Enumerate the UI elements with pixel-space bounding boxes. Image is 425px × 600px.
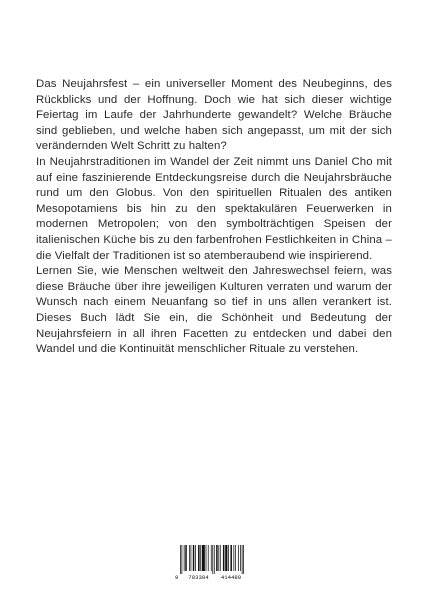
blurb-paragraph-2: In Neujahrstraditionen im Wandel der Zeit nimmt uns Daniel Cho mit auf eine faszinierende Entdeckungsreise durch die Neujahrsbräuche rund um den Globus. Von den spirituellen Ritualen des antiken Mesopotamiens bis hin zu den spektakulären Feuerwerken in modernen Metropolen; von den symbolträchtigen Speisen der italienischen Küche bis zu den farbenfrohen Festlichkeiten in China – die Vielfalt der Traditionen ist so atemberaubend wie inspirierend.: [36, 155, 392, 262]
barcode-bar: [212, 545, 213, 574]
barcode-bars: [175, 545, 245, 574]
barcode-bar: [223, 545, 225, 571]
blurb-text: [36, 77, 392, 358]
barcode-bar: [185, 545, 187, 571]
barcode-bar: [228, 545, 229, 571]
blurb-paragraph-1: Das Neujahrsfest – ein universeller Moment des Neubeginns, des Rückblicks und der Hoffnung. Doch wie hat sich dieser wichtige Feiertag im Laufe der Jahrhunderte gewandelt? Welche Bräuche sind geblieben, und welche haben sich angepasst, um mit der sich verändernden Welt Schritt zu halten?: [36, 78, 392, 153]
barcode-bar: [208, 545, 209, 571]
barcode-bar: [184, 545, 185, 571]
barcode-bar: [195, 545, 196, 571]
barcode-bar: [238, 545, 239, 571]
barcode-digits: [175, 574, 245, 582]
barcode-bar: [216, 545, 218, 571]
isbn-barcode: [175, 545, 245, 582]
blurb-paragraph-3: Lernen Sie, wie Menschen weltweit den Jahreswechsel feiern, was diese Bräuche über ihre jeweiligen Kulturen verraten und warum der Wunsch nach einem Neuanfang so tief in uns allen verankert ist. Dieses Buch lädt Sie ein, die Schönheit und Bedeutung der Neujahrsfeiern in all ihren Facetten zu entdecken und dabei den Wandel und die Kontinuität menschlicher Rituale zu verstehen.: [36, 265, 392, 356]
barcode-digit-first: 9: [175, 574, 179, 581]
barcode-bar: [206, 545, 207, 571]
barcode-bar: [191, 545, 192, 571]
barcode-bar: [233, 545, 234, 571]
barcode-digits-group-1: 783384: [188, 574, 209, 581]
barcode-bar: [235, 545, 236, 571]
barcode-bar: [182, 545, 183, 574]
barcode-bar: [189, 545, 190, 571]
barcode-bar: [230, 545, 232, 571]
barcode-bar: [218, 545, 219, 571]
barcode-bar: [202, 545, 205, 571]
barcode-bar: [214, 545, 215, 574]
barcode-bar: [220, 545, 221, 571]
barcode-bar: [225, 545, 227, 571]
barcode-bar: [200, 545, 201, 571]
barcode-bar: [211, 545, 212, 571]
barcode-bar: [198, 545, 200, 571]
barcode-bar: [243, 545, 244, 574]
barcode-digits-group-2: 414489: [220, 574, 242, 581]
barcode-bar: [193, 545, 195, 571]
barcode-bar: [180, 545, 181, 574]
barcode-bar: [240, 545, 241, 571]
barcode-bar: [242, 545, 243, 574]
